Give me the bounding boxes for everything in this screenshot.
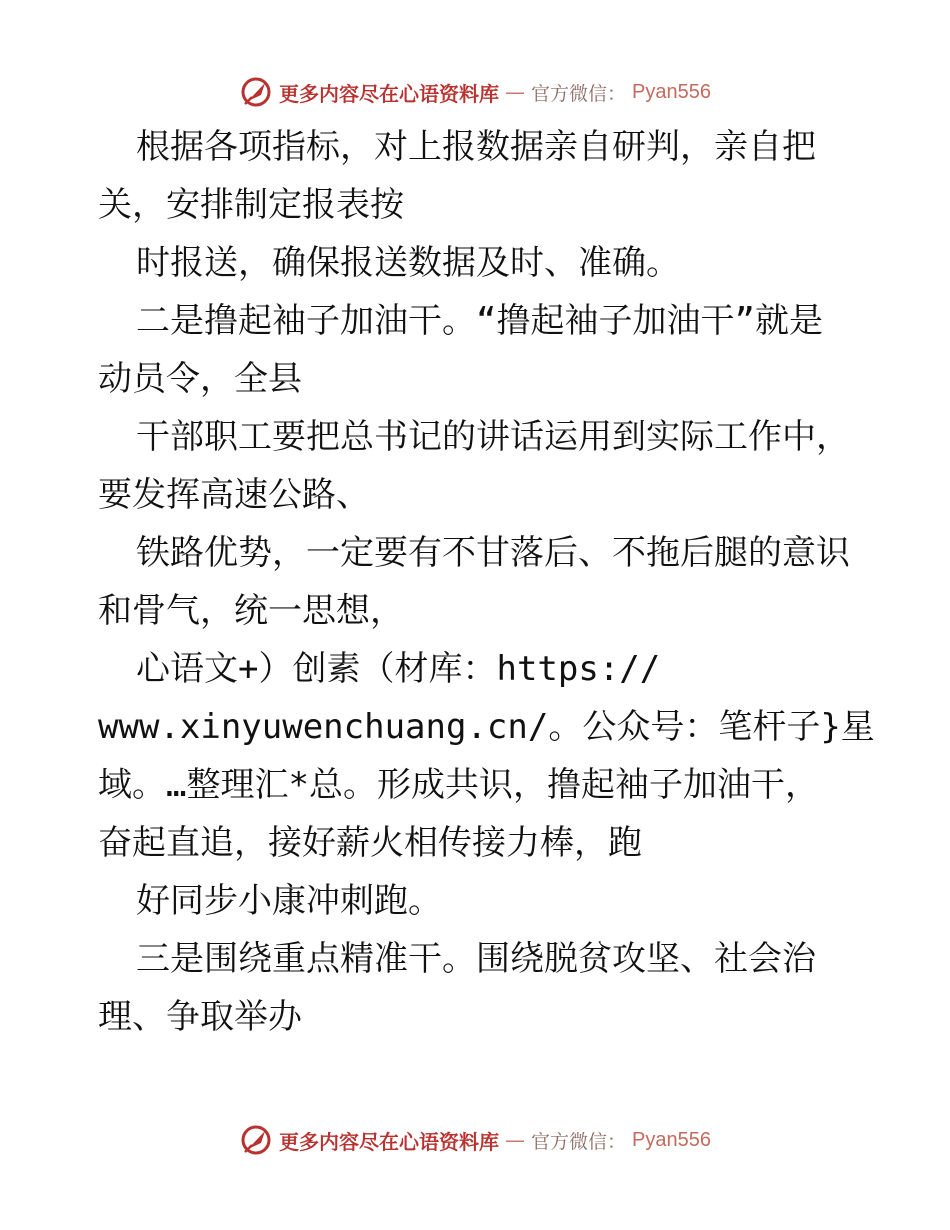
banner-site-text: 更多内容尽在心语资料库: [279, 1129, 499, 1154]
document-body: [98, 118, 875, 1046]
quill-pen-circle-icon: [239, 75, 273, 109]
banner-dash: —: [505, 80, 525, 104]
footer-banner-inner: [239, 1123, 711, 1157]
banner-dash: —: [505, 1128, 525, 1152]
body-line: 和骨气，统一思想，: [98, 591, 404, 631]
footer-banner: [0, 1120, 950, 1160]
body-line: 心语文+）创素（材库：https://: [136, 649, 661, 689]
body-line: 时报送，确保报送数据及时、准确。: [136, 243, 680, 283]
body-line: 理、争取举办: [98, 997, 302, 1037]
banner-wechat-label: 官方微信：: [531, 82, 627, 105]
header-banner-inner: [239, 75, 711, 109]
body-line: 好同步小康冲刺跑。: [136, 881, 442, 921]
body-line: 三是围绕重点精准干。围绕脱贫攻坚、社会治: [136, 939, 816, 979]
body-line: www.xinyuwenchuang.cn/。公众号：笔杆子}星: [98, 707, 875, 747]
body-line: 奋起直追，接好薪火相传接力棒，跑: [98, 823, 642, 863]
body-line: 动员令，全县: [98, 359, 302, 399]
banner-site-text: 更多内容尽在心语资料库: [279, 81, 499, 106]
body-line: 域。…整理汇*总。形成共识，撸起袖子加油干，: [98, 765, 819, 805]
body-line: 关，安排制定报表按: [98, 185, 404, 225]
body-line: 根据各项指标，对上报数据亲自研判，亲自把: [136, 127, 816, 167]
header-banner: [0, 72, 950, 112]
banner-wechat-id: Pyan556: [632, 1128, 711, 1151]
body-line: 要发挥高速公路、: [98, 475, 370, 515]
banner-wechat-id: Pyan556: [632, 80, 711, 103]
body-line: 干部职工要把总书记的讲话运用到实际工作中，: [136, 417, 850, 457]
body-line: 铁路优势，一定要有不甘落后、不拖后腿的意识: [136, 533, 850, 573]
body-line: 二是撸起袖子加油干。“撸起袖子加油干”就是: [136, 301, 823, 341]
quill-pen-circle-icon: [239, 1123, 273, 1157]
banner-wechat-label: 官方微信：: [531, 1130, 627, 1153]
